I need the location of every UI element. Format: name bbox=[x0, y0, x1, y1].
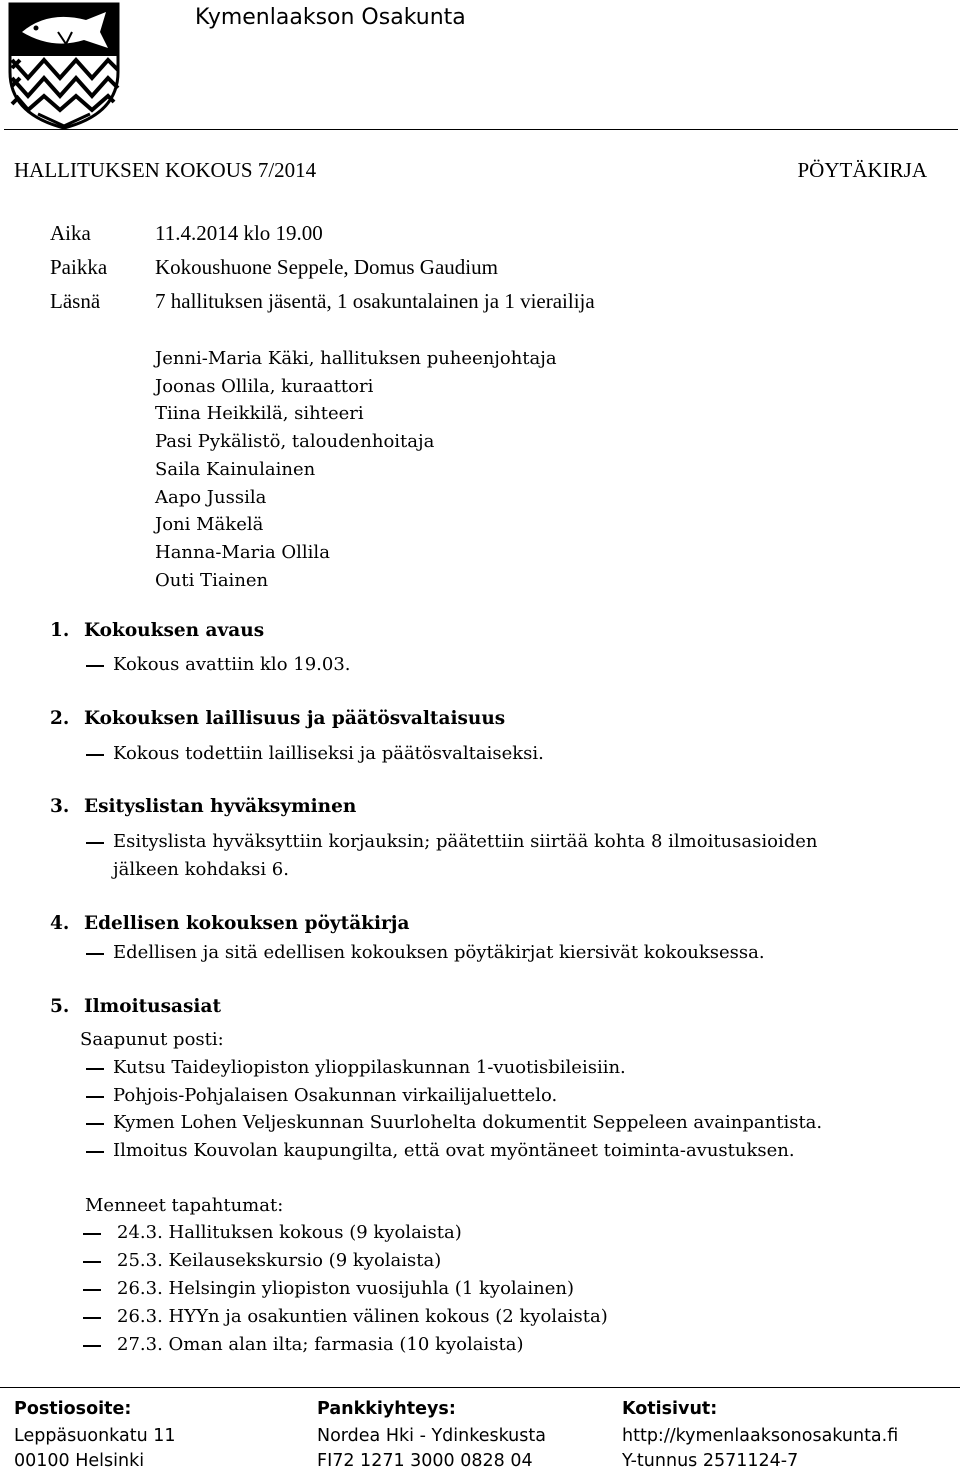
section-heading bbox=[50, 913, 409, 934]
attendee-item: Joonas Ollila, kuraattori bbox=[155, 376, 374, 397]
mail-item: Pohjois-Pohjalaisen Osakunnan virkailijaluettelo. bbox=[113, 1085, 558, 1106]
section-number: 1. bbox=[50, 620, 70, 641]
section-title: Ilmoitusasiat bbox=[84, 996, 221, 1017]
event-item: 26.3. Helsingin yliopiston vuosijuhla (1 kyolainen) bbox=[117, 1278, 575, 1299]
meta-label-place: Paikka bbox=[50, 255, 108, 279]
footer-postal-city: 00100 Helsinki bbox=[14, 1451, 145, 1471]
footer-postal-street: Leppäsuonkatu 11 bbox=[14, 1426, 176, 1446]
bullet-dash bbox=[86, 842, 104, 844]
section-heading bbox=[50, 620, 264, 641]
section-number: 2. bbox=[50, 708, 70, 729]
section-title: Edellisen kokouksen pöytäkirja bbox=[84, 913, 410, 934]
footer-web-label: Kotisivut: bbox=[622, 1399, 718, 1419]
attendee-item: Tiina Heikkilä, sihteeri bbox=[155, 403, 364, 424]
bullet-dash bbox=[86, 665, 104, 667]
attendee-item: Pasi Pykälistö, taloudenhoitaja bbox=[155, 431, 435, 452]
section-item: Kokous avattiin klo 19.03. bbox=[113, 654, 351, 675]
footer-bank-label: Pankkiyhteys: bbox=[317, 1399, 456, 1419]
footer-bank-account: FI72 1271 3000 0828 04 bbox=[317, 1451, 533, 1471]
event-item: 25.3. Keilausekskursio (9 kyolaista) bbox=[117, 1250, 442, 1271]
attendee-item: Aapo Jussila bbox=[155, 487, 267, 508]
section-item-continuation: jälkeen kohdaksi 6. bbox=[113, 859, 289, 880]
attendee-item: Outi Tiainen bbox=[155, 570, 269, 591]
footer-business-id: Y-tunnus 2571124-7 bbox=[622, 1451, 799, 1471]
section-item: Edellisen ja sitä edellisen kokouksen pöytäkirjat kiersivät kokouksessa. bbox=[113, 942, 765, 963]
section-heading bbox=[50, 708, 505, 729]
footer-divider bbox=[0, 1387, 960, 1388]
event-item: 24.3. Hallituksen kokous (9 kyolaista) bbox=[117, 1222, 462, 1243]
bullet-dash bbox=[86, 1096, 104, 1098]
bullet-dash bbox=[86, 1123, 104, 1125]
section-title: Esityslistan hyväksyminen bbox=[84, 796, 357, 817]
bullet-dash bbox=[83, 1345, 101, 1347]
mail-item: Kutsu Taideyliopiston ylioppilaskunnan 1-vuotisbileisiin. bbox=[113, 1057, 626, 1078]
bullet-dash bbox=[86, 1068, 104, 1070]
coat-of-arms-logo bbox=[8, 2, 120, 130]
event-item: 27.3. Oman alan ilta; farmasia (10 kyolaista) bbox=[117, 1334, 524, 1355]
section-number: 5. bbox=[50, 996, 70, 1017]
header-divider bbox=[4, 129, 958, 130]
meta-value-time: 11.4.2014 klo 19.00 bbox=[155, 221, 323, 245]
section-number: 4. bbox=[50, 913, 70, 934]
mail-item: Ilmoitus Kouvolan kaupungilta, että ovat myöntäneet toiminta-avustuksen. bbox=[113, 1140, 795, 1161]
bullet-dash bbox=[83, 1317, 101, 1319]
document-type: PÖYTÄKIRJA bbox=[797, 158, 927, 182]
attendee-item: Jenni-Maria Käki, hallituksen puheenjohtaja bbox=[155, 348, 557, 369]
footer-postal-label: Postiosoite: bbox=[14, 1399, 132, 1419]
organization-name: Kymenlaakson Osakunta bbox=[195, 5, 466, 30]
footer-website-link[interactable]: http://kymenlaaksonosakunta.fi bbox=[622, 1426, 899, 1446]
footer-bank-name: Nordea Hki - Ydinkeskusta bbox=[317, 1426, 546, 1446]
attendee-item: Joni Mäkelä bbox=[155, 514, 264, 535]
mail-label: Saapunut posti: bbox=[80, 1029, 224, 1050]
bullet-dash bbox=[86, 1151, 104, 1153]
bullet-dash bbox=[83, 1289, 101, 1291]
bullet-dash bbox=[83, 1261, 101, 1263]
bullet-dash bbox=[83, 1233, 101, 1235]
section-heading bbox=[50, 796, 356, 817]
meta-value-present: 7 hallituksen jäsentä, 1 osakuntalainen ja 1 vierailija bbox=[155, 289, 595, 313]
attendee-item: Saila Kainulainen bbox=[155, 459, 316, 480]
section-title: Kokouksen laillisuus ja päätösvaltaisuus bbox=[84, 708, 506, 729]
bullet-dash bbox=[86, 953, 104, 955]
section-title: Kokouksen avaus bbox=[84, 620, 265, 641]
section-heading bbox=[50, 996, 221, 1017]
mail-item: Kymen Lohen Veljeskunnan Suurlohelta dokumentit Seppeleen avainpantista. bbox=[113, 1112, 823, 1133]
meta-label-time: Aika bbox=[50, 221, 91, 245]
events-label: Menneet tapahtumat: bbox=[85, 1195, 284, 1216]
meta-label-present: Läsnä bbox=[50, 289, 101, 313]
section-item: Kokous todettiin lailliseksi ja päätösvaltaiseksi. bbox=[113, 743, 544, 764]
attendee-item: Hanna-Maria Ollila bbox=[155, 542, 330, 563]
event-item: 26.3. HYYn ja osakuntien välinen kokous (2 kyolaista) bbox=[117, 1306, 608, 1327]
bullet-dash bbox=[86, 754, 104, 756]
meta-value-place: Kokoushuone Seppele, Domus Gaudium bbox=[155, 255, 498, 279]
section-item: Esityslista hyväksyttiin korjauksin; päätettiin siirtää kohta 8 ilmoitusasioiden bbox=[113, 831, 818, 852]
document-title: HALLITUKSEN KOKOUS 7/2014 bbox=[14, 158, 317, 182]
section-number: 3. bbox=[50, 796, 70, 817]
